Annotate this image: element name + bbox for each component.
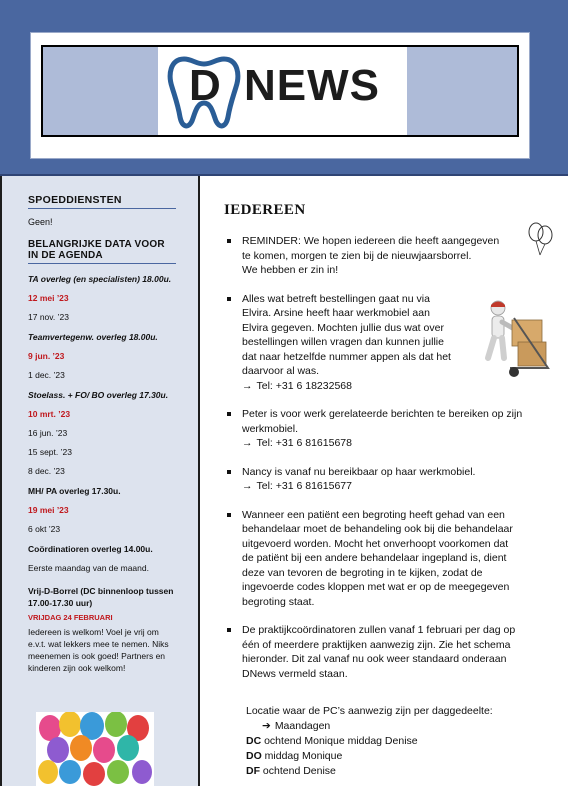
event-head: Stoelass. + FO/ BO overleg 17.30u.	[28, 390, 169, 400]
text-line: dat naar hetzelfde nummer appen als dat het	[242, 350, 451, 363]
phone-number: Tel: +31 6 81615678	[256, 437, 352, 449]
arrow-right-icon: ➔	[262, 720, 271, 732]
arrow-right-icon: →	[242, 379, 253, 392]
event-date: 8 dec. ’23	[28, 466, 65, 476]
text-line: bestellingen willen vragen dan kunnen jullie	[242, 336, 444, 348]
main-column	[202, 176, 568, 786]
event-ta	[28, 274, 193, 322]
newsletter-header	[0, 0, 568, 176]
announcement-list	[224, 234, 544, 695]
phone-line	[242, 436, 544, 451]
event-next-date: 9 jun. ’23	[28, 351, 65, 361]
phone-line	[242, 479, 544, 494]
text-line: Nancy is vanaf nu bereikbaar op haar werkmobiel.	[242, 465, 476, 478]
pc-row	[246, 734, 493, 749]
pc-code: DO	[246, 750, 262, 762]
arrow-right-icon: →	[242, 480, 253, 492]
pc-text: ochtend Denise	[262, 765, 336, 777]
pc-code: DF	[246, 765, 260, 777]
pc-schedule	[246, 704, 493, 779]
borrel-text: Iedereen is welkom! Voel je vrij om e.v.t. wat lekkers mee te nemen. Niks meenemen is ook goed! Partners en kinderen zijn ook welkom!	[28, 627, 169, 673]
text-line: DNews vermeld staan.	[242, 667, 348, 680]
dates-title: BELANGRIJKE DATA VOOR IN DE AGENDA	[28, 239, 176, 264]
text-line: De praktijkcoördinatoren zullen vanaf 1 februari per dag op	[242, 624, 516, 636]
event-head: Teamvertegenw. overleg 18.00u.	[28, 332, 158, 342]
text-line: werkmobiel.	[242, 422, 299, 435]
event-date: Eerste maandag van de maand.	[28, 563, 149, 573]
phone-number: Tel: +31 6 81615677	[256, 480, 352, 492]
event-mh-pa	[28, 486, 193, 534]
event-next-date: 12 mei ’23	[28, 293, 69, 303]
section-title: IEDEREEN	[224, 202, 306, 218]
text-line: Wanneer een patiënt een begroting heeft gehad van een	[242, 508, 505, 521]
event-teamvertegenw	[28, 332, 193, 380]
phone-line	[242, 379, 464, 394]
pc-intro: Locatie waar de PC’s aanwezig zijn per daggedeelte:	[246, 705, 493, 717]
event-date: 17 nov. ’23	[28, 312, 69, 322]
text-line: Peter is voor werk gerelateerde berichten te bereiken op zijn	[242, 408, 523, 420]
text-line: REMINDER: We hopen iedereen die heeft aangegeven	[242, 235, 500, 247]
event-head: MH/ PA overleg 17.30u.	[28, 486, 121, 496]
pc-day: Maandagen	[274, 720, 331, 732]
balloons-image	[36, 712, 154, 786]
announcement-item	[224, 508, 544, 610]
event-date: 6 okt ’23	[28, 524, 61, 534]
pc-text: ochtend Monique middag Denise	[264, 735, 418, 747]
pc-day-row	[246, 719, 493, 734]
announcement-item	[224, 623, 544, 681]
announcement-item	[224, 292, 464, 394]
text-line: behandelaar moet de behandeling ook bij die behandelaar	[242, 523, 513, 535]
text-line: de patiënt bij een andere behandelaar ingepland is, dient	[242, 552, 507, 564]
pc-text: middag Monique	[264, 750, 343, 762]
logo-band-right	[407, 47, 517, 135]
text-line: één of meerdere praktijken aanwezig zijn. Zie het schema	[242, 638, 511, 651]
logo-word: NEWS	[244, 61, 380, 110]
event-coordinatoren	[28, 544, 193, 573]
event-next-date: 10 mrt. ’23	[28, 409, 71, 419]
text-line: begroting staat.	[242, 595, 315, 608]
text-line: uitgevoerd worden. Mocht het onverhoopt voorkomen dat	[242, 537, 509, 550]
dnews-logo	[41, 45, 519, 137]
arrow-right-icon: →	[242, 437, 253, 449]
text-line: daarvoor al was.	[242, 365, 320, 377]
logo-band-left	[43, 47, 158, 135]
sidebar-content	[28, 194, 193, 674]
text-line: deze van tevoren de begroting in te kijken, zodat de	[242, 566, 483, 579]
text-line: Elvira gegeven. Mochten jullie dus wat over	[242, 321, 444, 334]
borrel-block	[28, 585, 193, 674]
borrel-date: VRIJDAG 24 FEBRUARI	[28, 613, 113, 622]
logo-center	[158, 47, 407, 135]
event-date: 16 jun. ’23	[28, 428, 68, 438]
announcement-item	[224, 234, 544, 278]
borrel-head: Vrij-D-Borrel (DC binnenloop tussen 17.00-17.30 uur)	[28, 586, 174, 608]
sidebar	[0, 176, 200, 786]
announcement-item	[224, 465, 544, 494]
event-date: 15 sept. ’23	[28, 447, 72, 457]
text-line: te komen, morgen te zien bij de nieuwjaarsborrel.	[242, 249, 472, 262]
text-line: Alles wat betreft bestellingen gaat nu via	[242, 292, 430, 305]
text-line: Elvira. Arsine heeft haar werkmobiel aan	[242, 307, 430, 319]
header-frame	[30, 32, 530, 159]
event-next-date: 19 mei ’23	[28, 505, 69, 515]
spoed-title: SPOEDDIENSTEN	[28, 194, 176, 209]
event-stoelass	[28, 390, 193, 476]
pc-row	[246, 749, 493, 764]
text-line: hieronder. Dit zal vanaf nu ook weer standaard onderaan	[242, 653, 507, 665]
pc-code: DC	[246, 735, 262, 747]
event-date: 1 dec. ’23	[28, 370, 65, 380]
text-line: ingevoerde codes kloppen met wat er op de meegegeven	[242, 581, 510, 593]
phone-number: Tel: +31 6 18232568	[256, 379, 352, 392]
spoed-text: Geen!	[28, 217, 53, 227]
pc-row	[246, 764, 493, 779]
event-head: TA overleg (en specialisten) 18.00u.	[28, 274, 172, 284]
text-line: We hebben er zin in!	[242, 264, 339, 276]
event-head: Coördinatioren overleg 14.00u.	[28, 544, 153, 554]
announcement-item	[224, 407, 544, 451]
logo-letter: D	[189, 61, 221, 110]
